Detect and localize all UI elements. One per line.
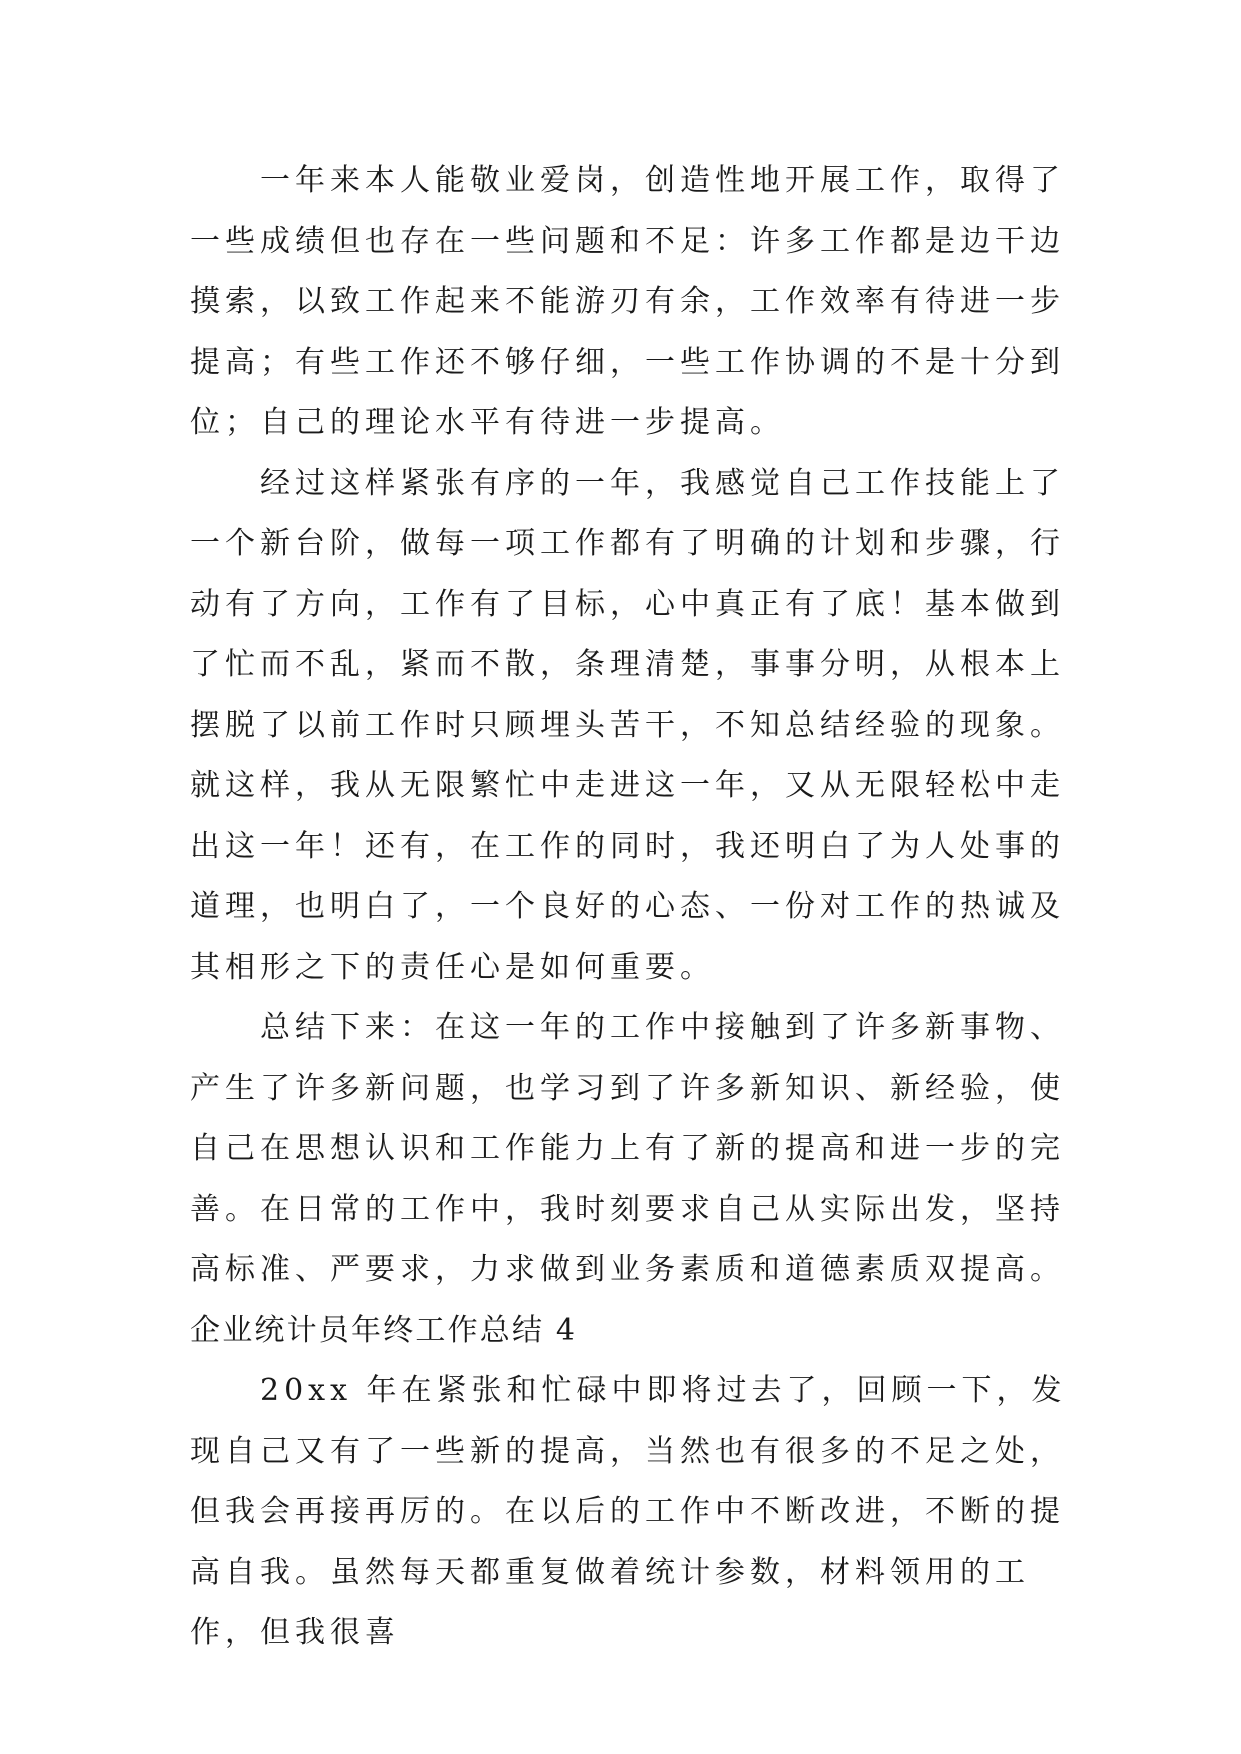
paragraph-shortcomings: 一年来本人能敬业爱岗，创造性地开展工作，取得了一些成绩但也存在一些问题和不足：许多工作都是边干边摸索，以致工作起来不能游刃有余，工作效率有待进一步提高；有些工作还不够仔细，一些工作协调的不是十分到位；自己的理论水平有待进一步提高。 xyxy=(190,163,1065,440)
paragraph-summary: 总结下来：在这一年的工作中接触到了许多新事物、产生了许多新问题，也学习到了许多新知识、新经验，使自己在思想认识和工作能力上有了新的提高和进一步的完善。在日常的工作中，我时刻要求自己从实际出发，坚持高标准、严要求，力求做到业务素质和道德素质双提高。 xyxy=(190,1010,1065,1287)
document-body xyxy=(190,151,1090,1664)
paragraph-progress: 经过这样紧张有序的一年，我感觉自己工作技能上了一个新台阶，做每一项工作都有了明确的计划和步骤，行动有了方向，工作有了目标，心中真正有了底！基本做到了忙而不乱，紧而不散，条理清楚，事事分明，从根本上摆脱了以前工作时只顾埋头苦干，不知总结经验的现象。就这样，我从无限繁忙中走进这一年，又从无限轻松中走出这一年！还有，在工作的同时，我还明白了为人处事的道理，也明白了，一个良好的心态、一份对工作的热诚及其相形之下的责任心是如何重要。 xyxy=(190,465,1065,985)
paragraph-section-intro: 20xx 年在紧张和忙碌中即将过去了，回顾一下，发现自己又有了一些新的提高，当然也有很多的不足之处，但我会再接再厉的。在以后的工作中不断改进，不断的提高自我。虽然每天都重复做着统计参数，材料领用的工作，但我很喜 xyxy=(190,1373,1067,1650)
section-heading: 企业统计员年终工作总结 4 xyxy=(190,1312,578,1348)
